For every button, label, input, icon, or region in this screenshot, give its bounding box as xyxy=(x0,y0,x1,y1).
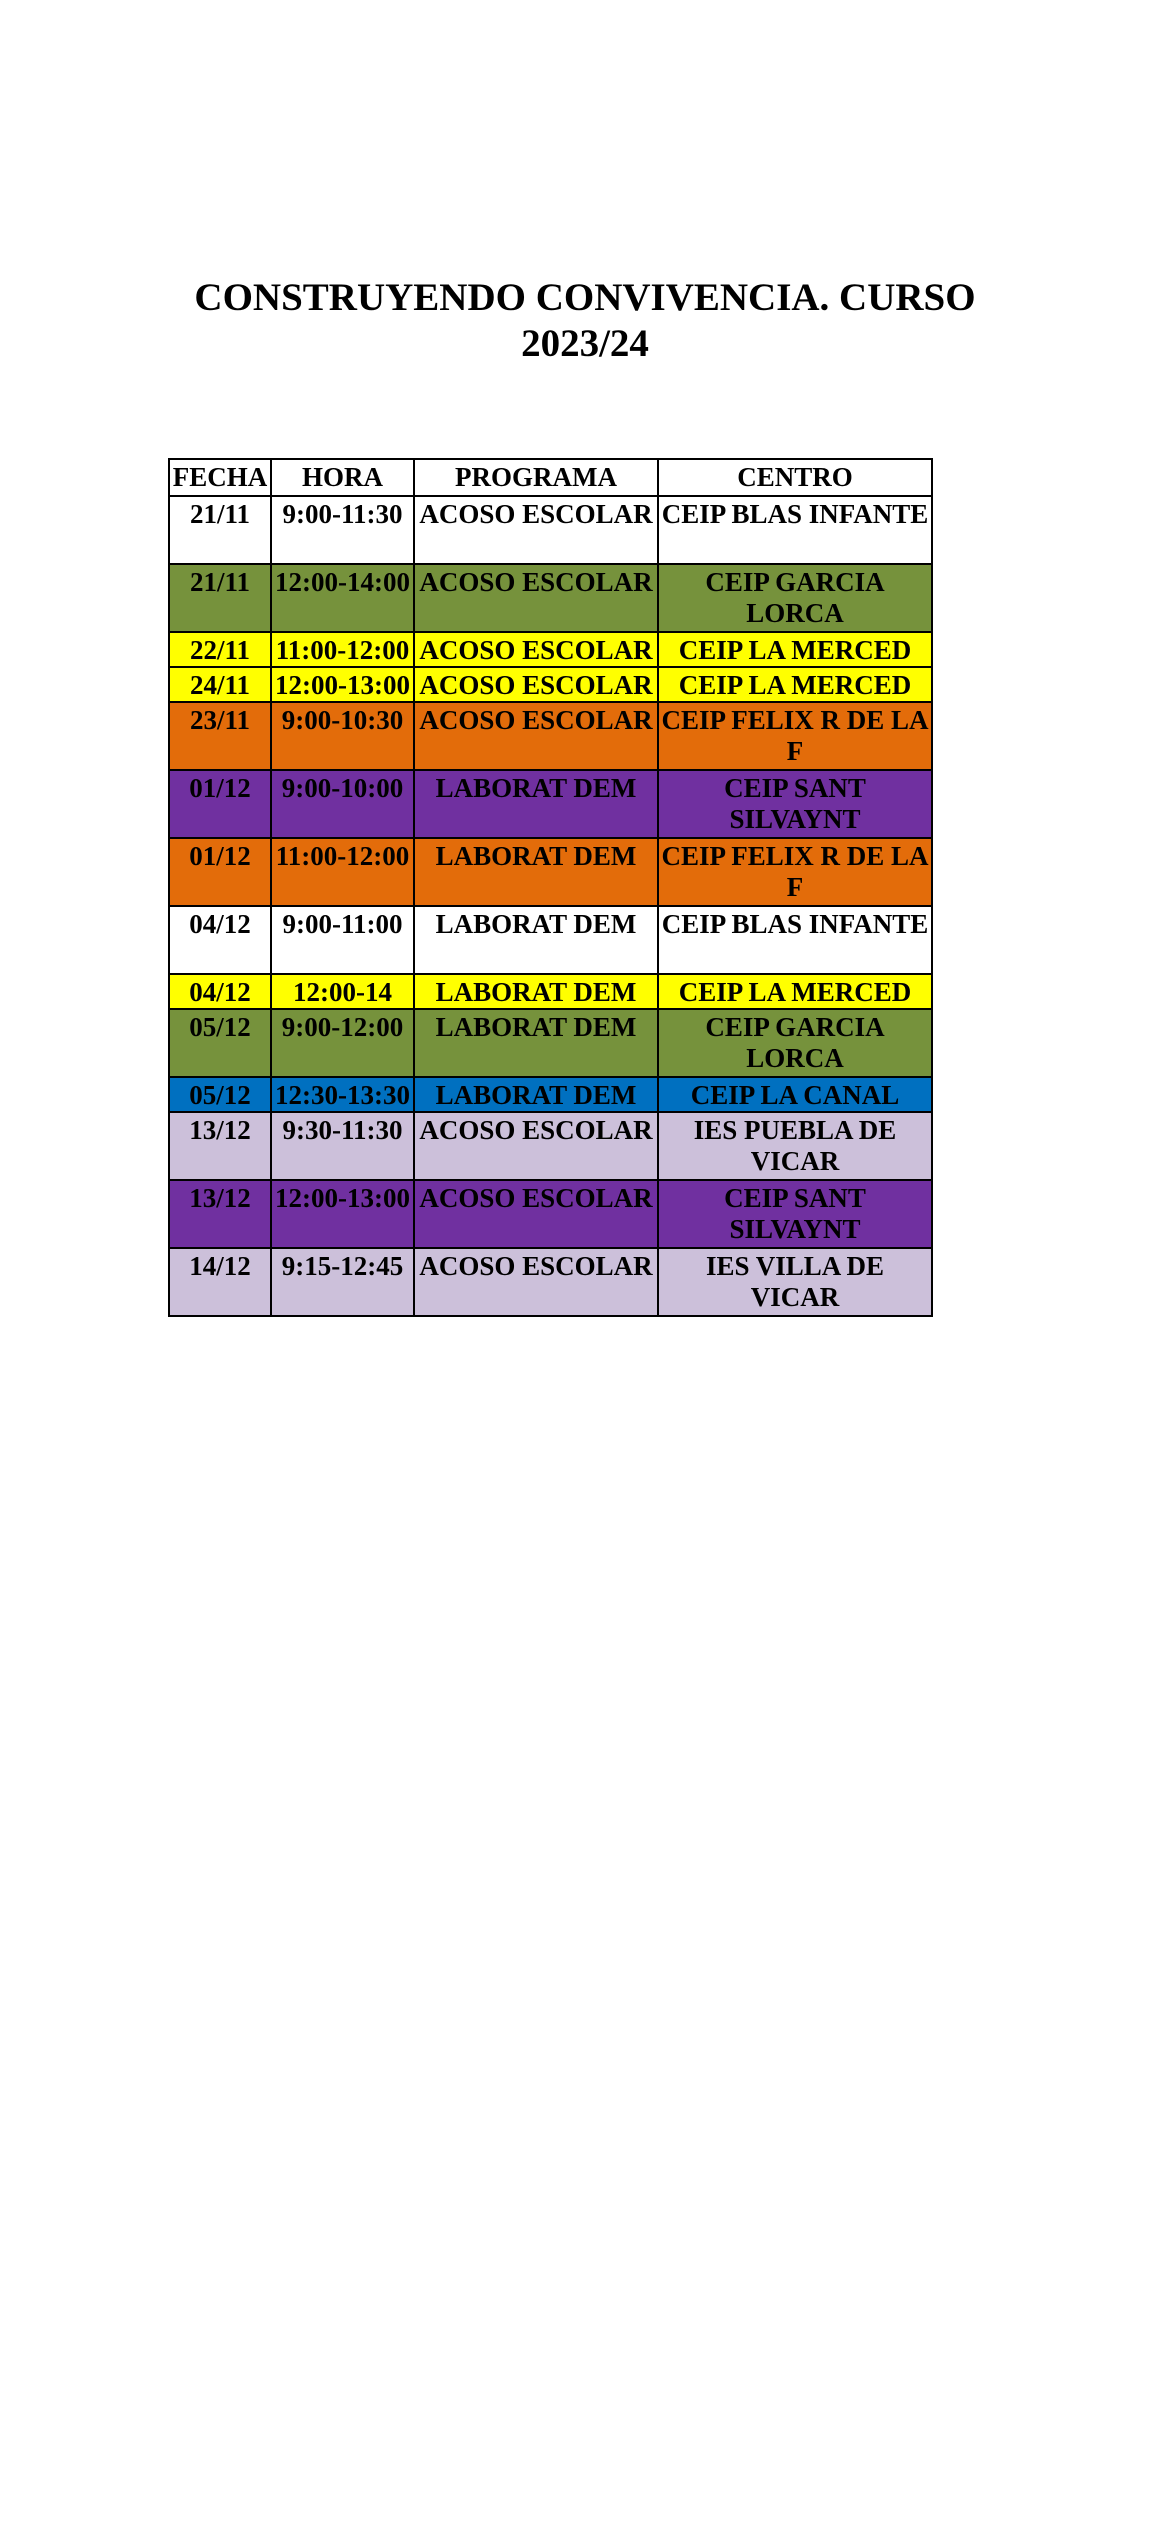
cell-programa: ACOSO ESCOLAR xyxy=(414,1180,658,1248)
cell-programa: ACOSO ESCOLAR xyxy=(414,1248,658,1316)
table-row xyxy=(169,1009,932,1077)
table-header-row xyxy=(169,459,932,496)
header-centro: CENTRO xyxy=(658,459,932,496)
cell-hora: 12:00-14 xyxy=(271,974,414,1009)
schedule-body xyxy=(169,496,932,1316)
cell-fecha: 24/11 xyxy=(169,667,271,702)
cell-fecha: 21/11 xyxy=(169,496,271,564)
cell-programa: LABORAT DEM xyxy=(414,1009,658,1077)
cell-centro: CEIP LA MERCED xyxy=(658,632,932,667)
table-row xyxy=(169,1077,932,1112)
table-row xyxy=(169,906,932,974)
cell-fecha: 05/12 xyxy=(169,1009,271,1077)
header-programa: PROGRAMA xyxy=(414,459,658,496)
title-line-2: 2023/24 xyxy=(521,322,649,365)
cell-centro: CEIP LA MERCED xyxy=(658,667,932,702)
cell-fecha: 13/12 xyxy=(169,1180,271,1248)
cell-programa: ACOSO ESCOLAR xyxy=(414,702,658,770)
cell-hora: 9:00-12:00 xyxy=(271,1009,414,1077)
cell-fecha: 04/12 xyxy=(169,906,271,974)
cell-hora: 11:00-12:00 xyxy=(271,632,414,667)
schedule-table xyxy=(168,458,933,1317)
cell-hora: 9:00-11:00 xyxy=(271,906,414,974)
cell-fecha: 13/12 xyxy=(169,1112,271,1180)
cell-hora: 9:30-11:30 xyxy=(271,1112,414,1180)
cell-programa: LABORAT DEM xyxy=(414,906,658,974)
cell-fecha: 04/12 xyxy=(169,974,271,1009)
cell-centro: CEIP FELIX R DE LA F xyxy=(658,702,932,770)
cell-hora: 9:00-10:00 xyxy=(271,770,414,838)
cell-centro: CEIP SANT SILVAYNT xyxy=(658,770,932,838)
document-title xyxy=(150,275,1020,367)
cell-hora: 12:00-13:00 xyxy=(271,667,414,702)
cell-hora: 12:00-14:00 xyxy=(271,564,414,632)
cell-hora: 9:00-10:30 xyxy=(271,702,414,770)
cell-hora: 11:00-12:00 xyxy=(271,838,414,906)
cell-fecha: 21/11 xyxy=(169,564,271,632)
table-row xyxy=(169,974,932,1009)
cell-centro: IES VILLA DE VICAR xyxy=(658,1248,932,1316)
cell-centro: CEIP LA MERCED xyxy=(658,974,932,1009)
header-hora: HORA xyxy=(271,459,414,496)
cell-hora: 12:30-13:30 xyxy=(271,1077,414,1112)
cell-centro: CEIP SANT SILVAYNT xyxy=(658,1180,932,1248)
table-row xyxy=(169,838,932,906)
cell-programa: ACOSO ESCOLAR xyxy=(414,496,658,564)
header-fecha: FECHA xyxy=(169,459,271,496)
cell-programa: LABORAT DEM xyxy=(414,838,658,906)
cell-fecha: 05/12 xyxy=(169,1077,271,1112)
cell-fecha: 14/12 xyxy=(169,1248,271,1316)
cell-centro: IES PUEBLA DE VICAR xyxy=(658,1112,932,1180)
table-row xyxy=(169,1112,932,1180)
cell-programa: ACOSO ESCOLAR xyxy=(414,667,658,702)
cell-centro: CEIP BLAS INFANTE xyxy=(658,906,932,974)
table-row xyxy=(169,770,932,838)
table-row xyxy=(169,564,932,632)
cell-centro: CEIP FELIX R DE LA F xyxy=(658,838,932,906)
table-row xyxy=(169,632,932,667)
table-row xyxy=(169,496,932,564)
cell-centro: CEIP LA CANAL xyxy=(658,1077,932,1112)
cell-fecha: 01/12 xyxy=(169,838,271,906)
cell-centro: CEIP BLAS INFANTE xyxy=(658,496,932,564)
table-row xyxy=(169,702,932,770)
table-row xyxy=(169,1248,932,1316)
cell-programa: ACOSO ESCOLAR xyxy=(414,1112,658,1180)
cell-hora: 9:15-12:45 xyxy=(271,1248,414,1316)
table-row xyxy=(169,667,932,702)
cell-fecha: 22/11 xyxy=(169,632,271,667)
cell-programa: LABORAT DEM xyxy=(414,770,658,838)
cell-programa: LABORAT DEM xyxy=(414,974,658,1009)
cell-centro: CEIP GARCIA LORCA xyxy=(658,1009,932,1077)
cell-fecha: 23/11 xyxy=(169,702,271,770)
cell-hora: 12:00-13:00 xyxy=(271,1180,414,1248)
title-line-1: CONSTRUYENDO CONVIVENCIA. CURSO xyxy=(194,276,976,319)
cell-hora: 9:00-11:30 xyxy=(271,496,414,564)
cell-centro: CEIP GARCIA LORCA xyxy=(658,564,932,632)
cell-programa: LABORAT DEM xyxy=(414,1077,658,1112)
table-row xyxy=(169,1180,932,1248)
cell-fecha: 01/12 xyxy=(169,770,271,838)
cell-programa: ACOSO ESCOLAR xyxy=(414,632,658,667)
cell-programa: ACOSO ESCOLAR xyxy=(414,564,658,632)
